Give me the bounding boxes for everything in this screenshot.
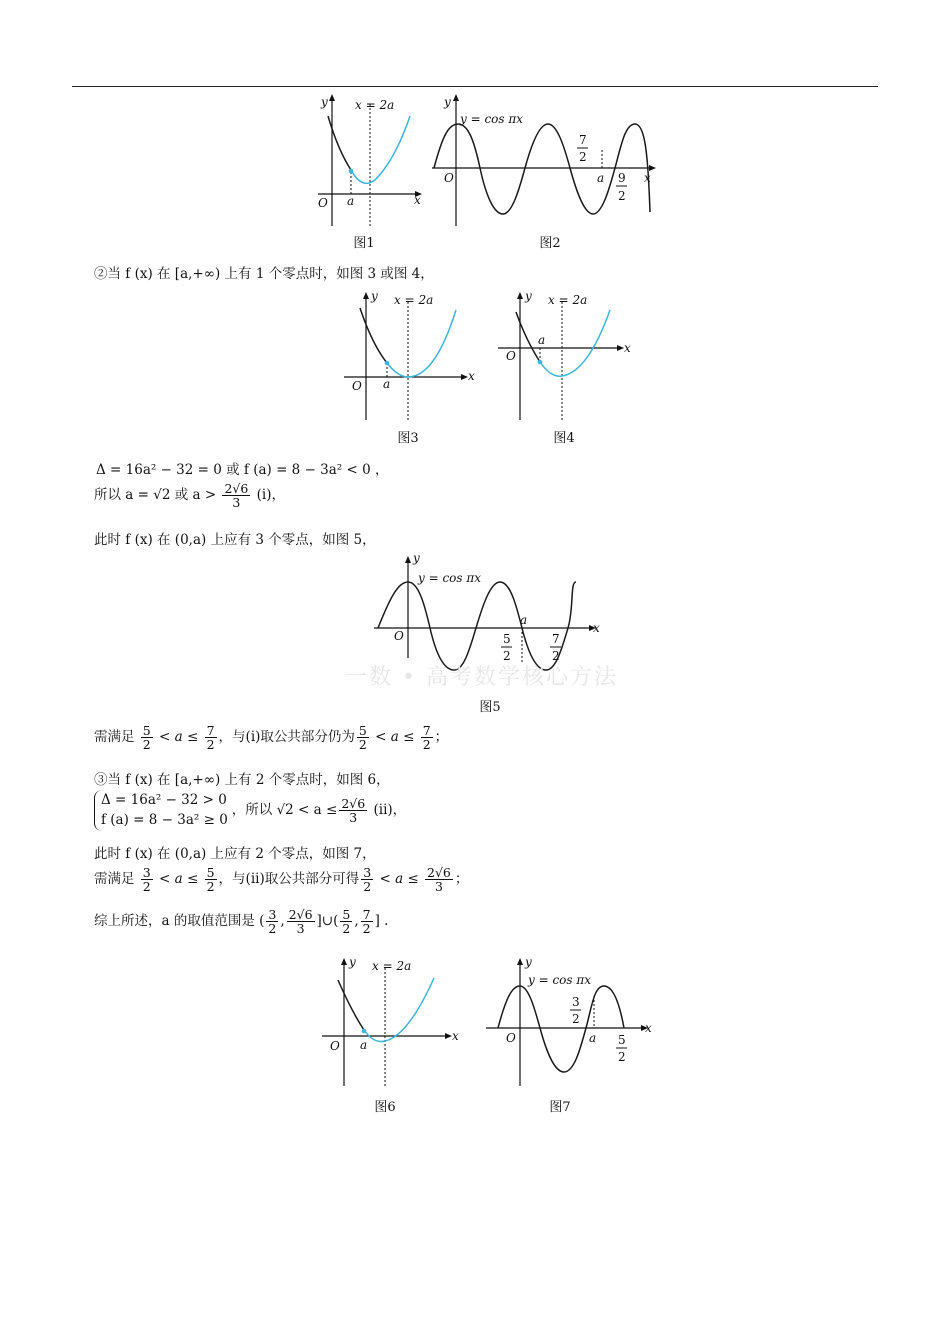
fig4-caption: 图4 [553,431,575,446]
need-line-2: 需满足 $\frac{3}{2}$ < a ≤ $\frac{5}{2}$ ，与(ii)取公共部分可得 $\frac{3}{2}$ < a ≤ $\frac{2√6}{3}$ ； [94,865,469,895]
figure-2 [428,90,658,230]
fig2-frac2-den: 2 [618,189,626,203]
fig7-curve-label: y = cos πx [528,973,592,987]
figure-5 [370,552,610,672]
fig3-y-label: y [371,289,378,303]
need-line-1: 需满足 $\frac{5}{2}$ < a ≤ $\frac{7}{2}$ ，与(i)取公共部分仍为 $\frac{5}{2}$ < a ≤ $\frac{7}{2}$ ； [94,723,449,753]
system-brace: Δ = 16a² − 32 > 0 f (a) = 8 − 3a² ≥ 0 [94,790,228,831]
fig4-origin-label: O [506,349,516,363]
fig1-line-label: x = 2a [355,98,395,112]
then-line-2: 此时 f (x) 在 (0,a) 上应有 2 个零点，如图 7， [94,846,376,862]
fig4-a-label: a [538,333,546,347]
fig1-caption: 图1 [353,236,375,251]
fig1-x-label: x [414,193,421,207]
fig7-caption: 图7 [549,1100,571,1115]
fig2-caption: 图2 [539,236,561,251]
fig5-curve-label: y = cos πx [418,571,482,585]
fig5-frac2-den: 2 [552,649,560,663]
figure-4 [496,288,636,423]
fig5-caption: 图5 [479,700,501,715]
fig3-x-label: x [468,369,475,383]
fig7-frac2-den: 2 [618,1050,626,1064]
fig6-line-label: x = 2a [372,959,412,973]
fig2-x-label: x [644,171,651,185]
case2-line: ②当 f (x) 在 [a,+∞) 上有 1 个零点时，如图 3 或图 4， [94,266,434,282]
fig6-y-label: y [349,955,356,969]
fig3-origin-label: O [352,379,362,393]
fig2-frac2-num: 9 [618,171,626,185]
fig7-x-label: x [645,1021,652,1035]
fig1-origin-label: O [318,196,328,210]
fig7-frac1-num: 3 [572,995,580,1009]
fig4-line-label: x = 2a [548,293,588,307]
header-rule [72,86,878,87]
fig7-frac1-den: 2 [572,1012,580,1026]
fig6-caption: 图6 [374,1100,396,1115]
fig4-x-label: x [624,341,631,355]
fig6-a-label: a [360,1038,368,1052]
so1-frac: $\frac{2√6}{3}$ [224,481,249,511]
figure-3 [340,288,480,423]
fig3-a-label: a [383,377,391,391]
fig5-frac2-num: 7 [552,632,560,646]
fig6-origin-label: O [330,1039,340,1053]
so1-pre: 所以 a = √2 或 a > [94,487,217,504]
fig2-origin-label: O [444,171,454,185]
fig2-frac1-num: 7 [579,133,587,147]
so-line-1 [94,482,285,509]
figure-1 [300,90,430,230]
fig1-y-label: y [321,95,328,109]
fig5-frac1-num: 5 [503,632,511,646]
fig4-y-label: y [525,289,532,303]
conclusion-line: 综上所述，a 的取值范围是 ( $\frac{3}{2}$ , $\frac{2√6}{3}$ ]∪( $\frac{5}{2}$ , $\frac{7}{2}$ ] . [94,907,389,937]
delta-condition-line: Δ = 16a² − 32 = 0 或 f (a) = 8 − 3a² < 0 ， [96,462,389,478]
fig7-y-label: y [525,955,532,969]
fig7-a-label: a [589,1031,597,1045]
fig5-frac1-den: 2 [503,649,511,663]
fig7-origin-label: O [506,1031,516,1045]
fig2-frac1-den: 2 [579,150,587,164]
fig3-caption: 图3 [397,431,419,446]
case3-line: ③当 f (x) 在 [a,+∞) 上有 2 个零点时，如图 6， [94,772,390,788]
then-line-1: 此时 f (x) 在 (0,a) 上应有 3 个零点，如图 5， [94,532,376,548]
fig7-frac2-num: 5 [618,1033,626,1047]
fig5-x-label: x [593,621,600,635]
figure-7 [484,954,659,1089]
system-line: Δ = 16a² − 32 > 0 f (a) = 8 − 3a² ≥ 0 ，所以 √2 < a ≤ $\frac{2√6}{3}$ (ii)， [94,790,406,831]
fig5-a-label: a [520,613,528,627]
fig2-a-label: a [597,171,605,185]
fig1-a-label: a [347,194,355,208]
fig5-y-label: y [413,551,420,565]
fig2-curve-label: y = cos πx [460,112,524,126]
watermark: 一数 • 高考数学核心方法 [345,665,618,690]
fig2-y-label: y [444,95,451,109]
so1-post: (i)， [256,487,285,504]
fig5-origin-label: O [394,629,404,643]
fig3-line-label: x = 2a [394,293,434,307]
fig6-x-label: x [452,1029,459,1043]
figure-6 [318,954,463,1089]
